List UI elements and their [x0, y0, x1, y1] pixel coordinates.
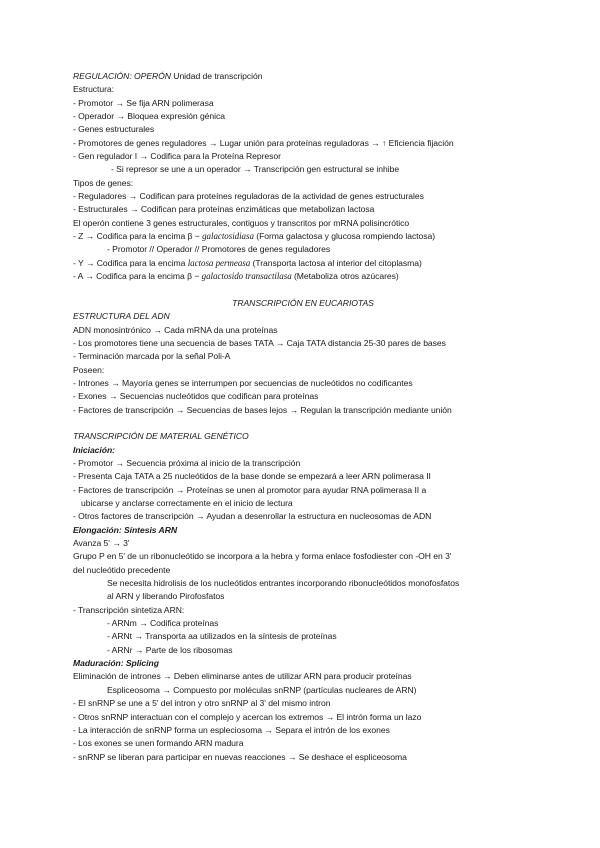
- gene-y-pre: - Y → Codifica para la encima: [73, 257, 188, 268]
- text-line: - Intrones → Mayoría genes se interrumpen por secuencias de nucleótidos no codificantes: [73, 377, 413, 388]
- text-line-indented: Espliceosoma → Compuesto por moléculas snRNP (partículas nucleares de ARN): [107, 684, 417, 695]
- text-line-indented: Se necesita hidrolisis de los nucleótidos entrantes incorporando ribonucleótidos monofosfatos: [107, 578, 460, 589]
- text-line: - Transcripción sintetiza ARN:: [73, 604, 185, 615]
- text-line: - Terminación marcada por la señal Poli-A: [73, 351, 231, 362]
- text-line: El operón contiene 3 genes estructurales, contiguos y transcritos por mRNA polisincrótico: [73, 217, 410, 228]
- operon-heading-tail: Unidad de transcripción: [170, 71, 263, 81]
- section-eucariotas-title: TRANSCRIPCIÓN EN EUCARIOTAS: [232, 297, 374, 308]
- text-line: - Otros snRNP interactuan con el complejo y acercan los extremos → El intrón forma un lazo: [73, 711, 422, 722]
- text-line: - Estructurales → Codifican para proteínas enzimáticas que metabolizan lactosa: [73, 204, 375, 215]
- gene-a-enzyme: galactosido transactilasa: [201, 271, 292, 282]
- text-line: - Promotor → Secuencia próxima al inicio de la transcripción: [73, 457, 301, 468]
- document-body: [73, 70, 533, 764]
- gene-y-post: (Transporta lactosa al interior del citoplasma): [250, 257, 422, 268]
- text-line: - Reguladores → Codifican para proteínes reguladoras de la actividad de genes estructurales: [73, 191, 424, 202]
- gene-z-post: (Forma galactosa y glucosa rompiendo lactosa): [253, 231, 436, 242]
- gene-a-post: (Metaboliza otros azúcares): [291, 271, 399, 282]
- text-line: - Los exones se unen formando ARN madura: [73, 738, 244, 749]
- text-line: - El snRNP se une a 5' del intron y otro snRNP al 3' del mismo intron: [73, 698, 331, 709]
- text-line: - Promotor → Se fija ARN polimerasa: [73, 97, 214, 108]
- spacer: [73, 417, 533, 430]
- spacer: [73, 284, 533, 297]
- text-line: - Presenta Caja TATA a 25 nucleótidos de la base donde se empezará a leer ARN polimerasa II: [73, 471, 431, 482]
- arn-type-item: - ARNt → Transporta aa utilizados en la síntesis de proteínas: [107, 631, 337, 642]
- text-line: Avanza 5' → 3': [73, 538, 130, 549]
- section-adn-subtitle: ESTRUCTURA DEL ADN: [73, 311, 170, 322]
- gene-y-line: [73, 257, 533, 270]
- subheading-iniciacion: Iniciación:: [73, 444, 115, 455]
- operon-heading: REGULACIÓN: OPERÓN: [73, 71, 171, 81]
- text-line: - La interacción de snRNP forma un espleciosoma → Separa el intrón de los exones: [73, 724, 390, 735]
- text-line: Poseen:: [73, 364, 105, 375]
- text-line: - Gen regulador I → Codifica para la Proteína Represor: [73, 151, 281, 162]
- gene-z-line: [73, 230, 533, 243]
- text-line: - Otros factores de transcripción → Ayudan a desenrollar la estructura en nucleosomas de ADN: [73, 511, 432, 522]
- text-line-continued: ubicarse y anclarse correctamente en el inicio de lectura: [81, 498, 293, 508]
- text-line: Estructura:: [73, 84, 115, 95]
- subheading-maduracion: Maduración: Splicing: [73, 658, 159, 669]
- gene-y-enzyme: lactosa permeasa: [187, 257, 251, 268]
- text-line: ADN monosintrónico → Cada mRNA da una proteínas: [73, 324, 278, 335]
- text-line: - snRNP se liberan para participar en nuevas reacciones → Se deshace el espliceosoma: [73, 751, 407, 762]
- text-line: del nucleótido precedente: [73, 564, 171, 575]
- text-line: Eliminación de intrones → Deben eliminarse antes de utilizar ARN para producir proteínas: [73, 671, 412, 682]
- text-line: - Los promotores tiene una secuencia de bases TATA → Caja TATA distancia 25-30 pares de bases: [73, 337, 446, 348]
- text-line: - Operador → Bloquea expresión génica: [73, 111, 225, 122]
- text-line: - Factores de transcripción → Proteínas se unen al promotor para ayudar RNA polimerasa II a: [73, 484, 427, 495]
- section-material-genetico-title: TRANSCRIPCIÓN DE MATERIAL GENÉTICO: [73, 431, 249, 442]
- text-line-indented: - Si represor se une a un operador → Transcripción gen estructural se inhibe: [111, 164, 400, 175]
- section-operon-title: [73, 70, 533, 83]
- gene-z-pre: - Z → Codifica para la encima β −: [73, 231, 203, 242]
- text-line: - Genes estructurales: [73, 124, 155, 135]
- text-line: - Exones → Secuencias nucleótidos que codifican para proteínas: [73, 391, 319, 402]
- text-line-indented: al ARN y liberando Pirofosfatos: [107, 591, 225, 602]
- text-line-indented: - Promotor // Operador // Promotores de genes reguladores: [107, 244, 331, 255]
- gene-a-pre: - A → Codifica para la encima β −: [73, 271, 202, 282]
- text-line: - Factores de transcripción → Secuencias de bases lejos → Regulan la transcripción mediante unión: [73, 404, 452, 415]
- text-line: - Promotores de genes reguladores → Lugar unión para proteínas reguladoras → ↑ Eficiencia fijación: [73, 137, 454, 148]
- arn-type-item: - ARNr → Parte de los ribosomas: [107, 644, 233, 655]
- text-line: Grupo P en 5' de un ribonucleótido se incorpora a la hebra y forma enlace fosfodiester con -OH en 3': [73, 551, 452, 562]
- arn-type-item: - ARNm → Codifica proteínas: [107, 618, 219, 629]
- gene-a-line: [73, 270, 533, 283]
- subheading-elongacion: Elongación: Síntesis ARN: [73, 524, 178, 535]
- gene-z-enzyme: galactosidiasa: [202, 231, 254, 242]
- text-line: Tipos de genes:: [73, 177, 134, 188]
